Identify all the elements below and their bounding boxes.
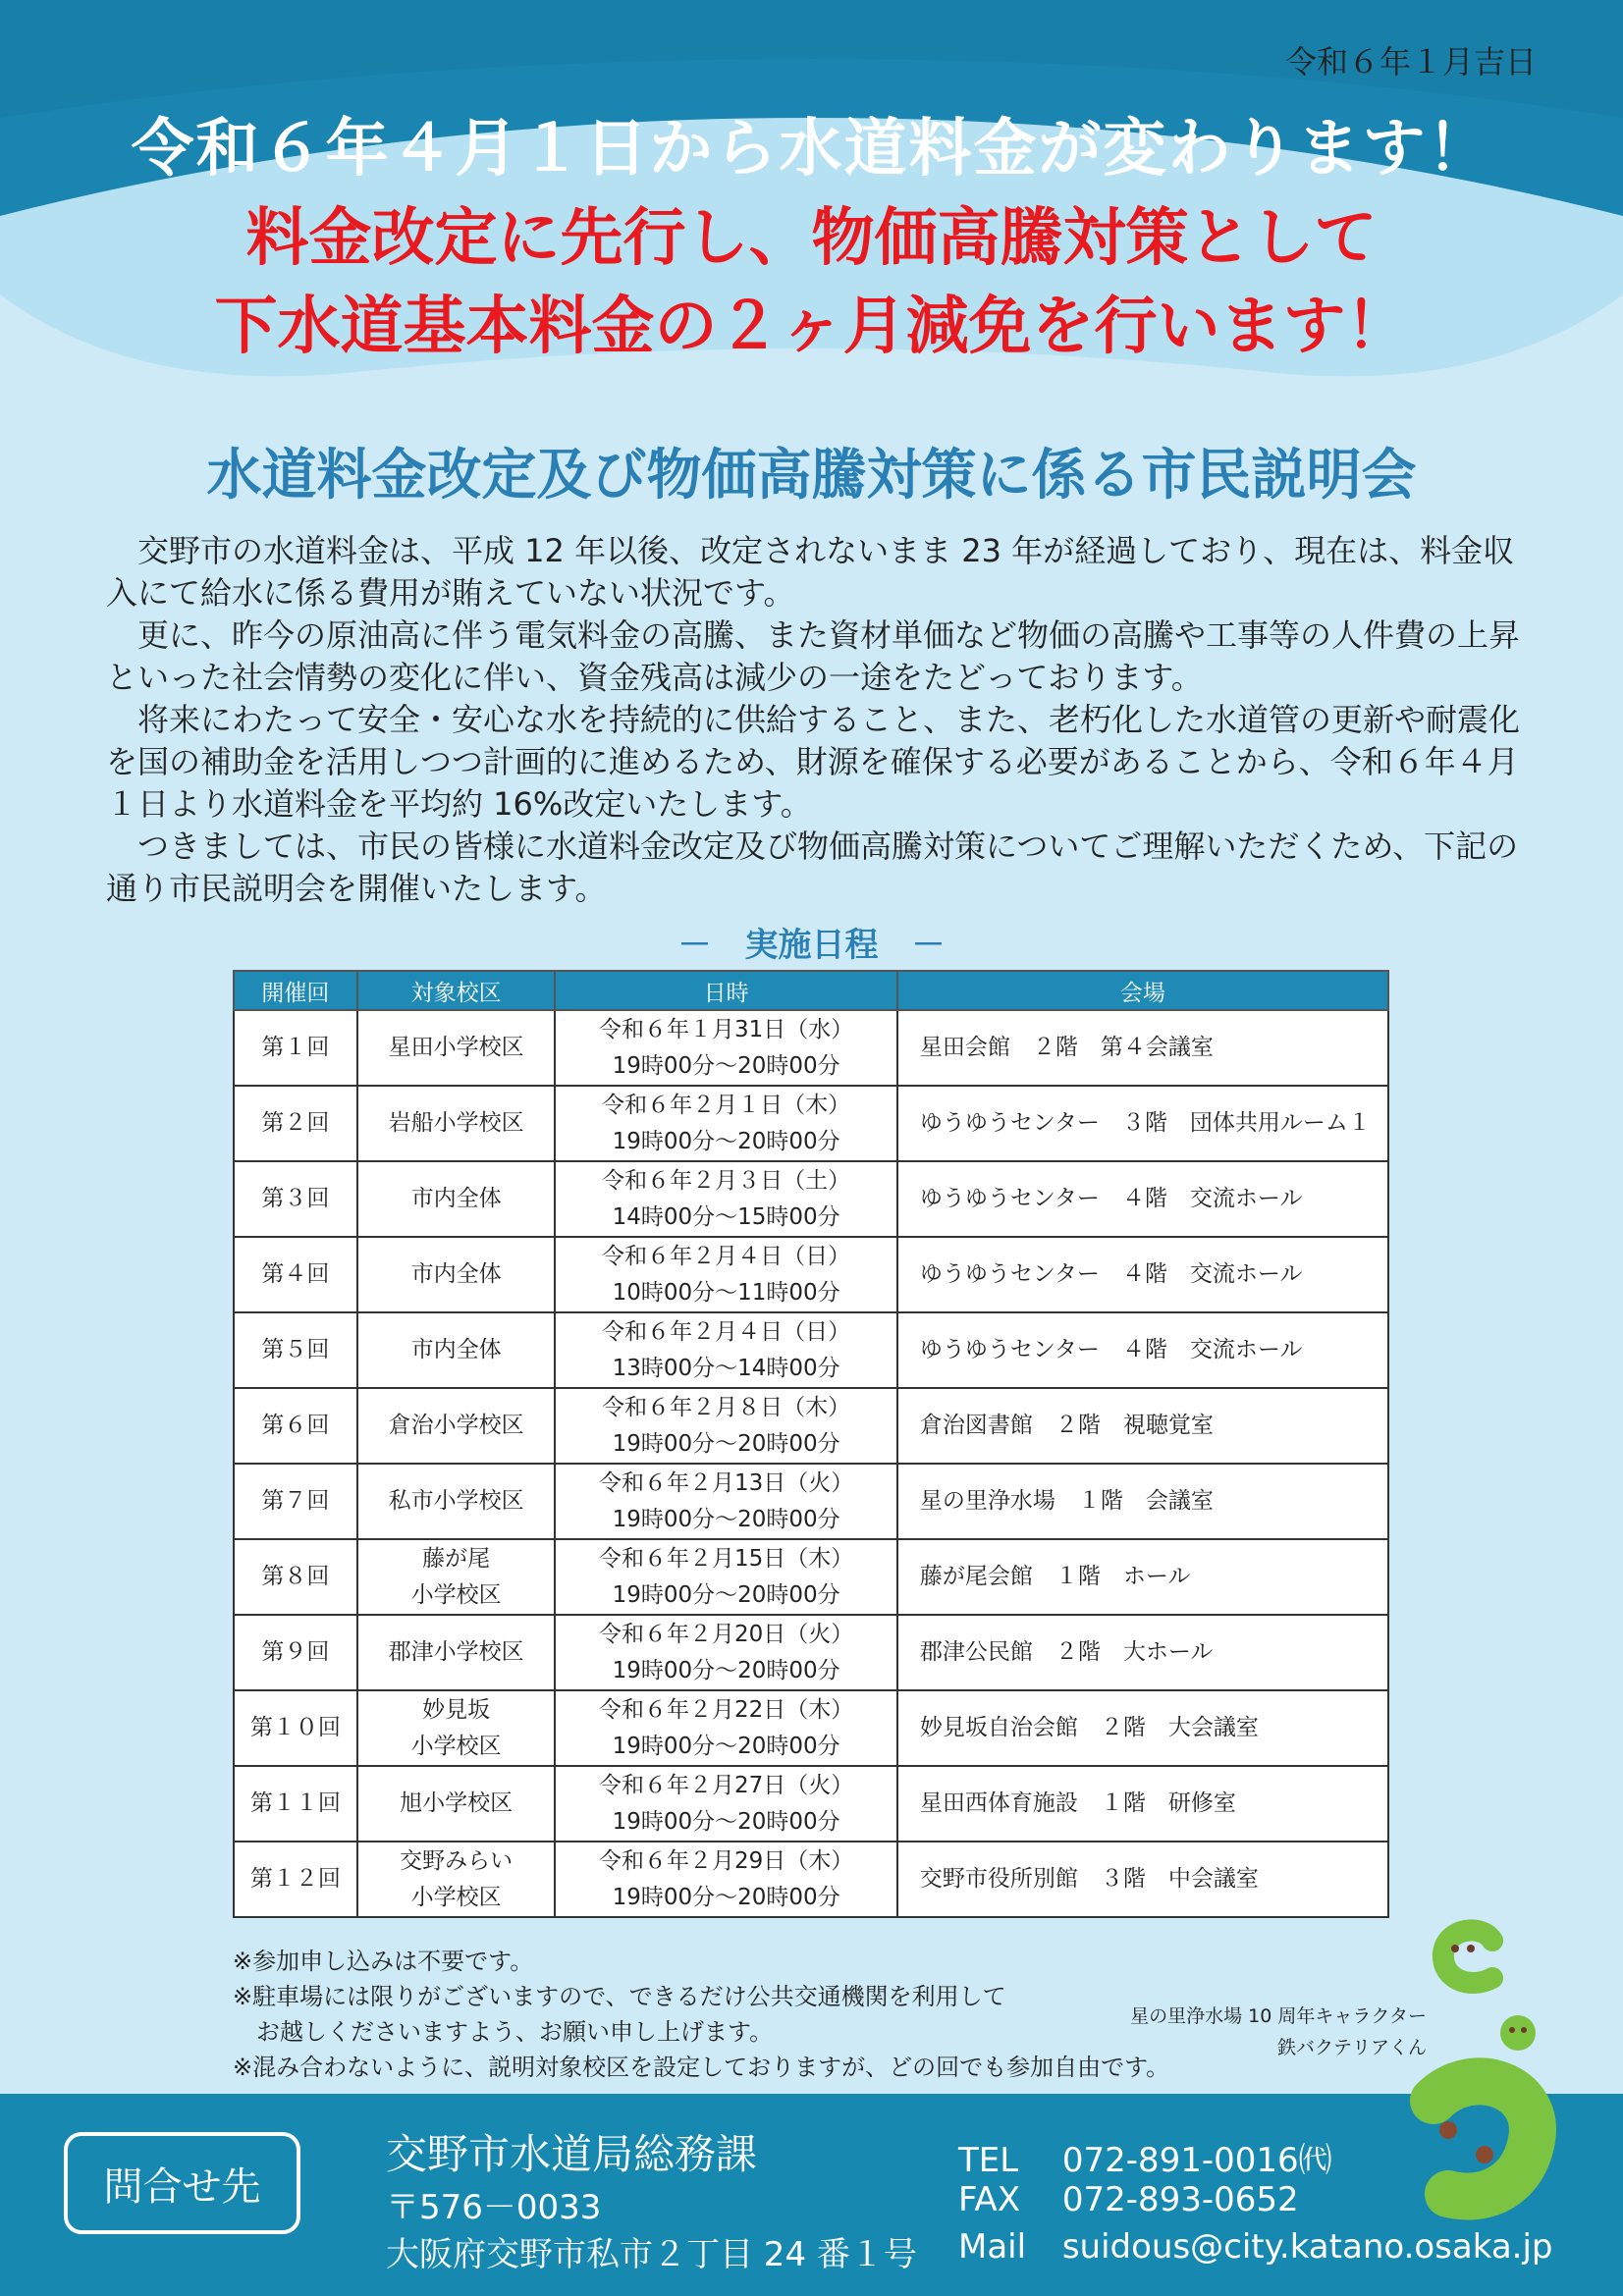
issue-date: 令和６年１月吉日: [1284, 43, 1537, 80]
venue-cell: [897, 1237, 1388, 1312]
paragraph: 交野市の水道料金は、平成 12 年以後、改定されないまま 23 年が経過しており、現在は、料金収入にて給水に係る費用が賄えていない状況です。: [106, 532, 1515, 612]
address: 大阪府交野市私市２丁目 24 番１号: [386, 2235, 917, 2274]
session-date: 令和６年２月27日（火）: [598, 1772, 854, 1798]
session-date: 令和６年２月20日（火）: [598, 1621, 854, 1647]
session-number-cell: [234, 1312, 357, 1388]
fax-row: [958, 2180, 1299, 2219]
session-time: 19時00分～20時00分: [612, 1128, 840, 1154]
bacteria-character-large-icon: [1394, 2056, 1561, 2223]
session-number: 第１２回: [249, 1866, 341, 1892]
venue-cell: [897, 1312, 1388, 1388]
school-district-cell: [357, 1690, 556, 1766]
school-district-cell: [357, 1464, 556, 1539]
session-time: 13時00分～14時00分: [612, 1355, 840, 1381]
table-row: [234, 1464, 1388, 1539]
datetime-cell: [555, 1539, 896, 1615]
session-date: 令和６年２月１日（木）: [602, 1092, 851, 1118]
venue-cell: [897, 1842, 1388, 1917]
venue-cell: [897, 1766, 1388, 1842]
paragraph: 更に、昨今の原油高に伴う電気料金の高騰、また資材単価など物価の高騰や工事等の人件費の上昇といった社会情勢の変化に伴い、資金残高は減少の一途をたどっております。: [106, 616, 1521, 696]
venue-cell: [897, 1464, 1388, 1539]
school-district: 交野みらい: [400, 1847, 514, 1874]
session-date: 令和６年２月15日（木）: [598, 1545, 854, 1572]
table-row: [234, 1388, 1388, 1464]
schedule-rows: [234, 1010, 1388, 1917]
school-district: 私市小学校区: [388, 1488, 524, 1514]
venue-cell: [897, 1615, 1388, 1690]
datetime-cell: [555, 1237, 896, 1312]
school-district: 星田小学校区: [388, 1035, 524, 1060]
postal-code: 〒576－0033: [386, 2188, 602, 2227]
school-district-cell: [357, 1312, 556, 1388]
tel-label: TEL: [958, 2141, 1019, 2180]
datetime-cell: [555, 1086, 896, 1161]
session-number-cell: [234, 1690, 357, 1766]
venue-name: 星の里浄水場 １階 会議室: [919, 1488, 1214, 1514]
session-time: 19時00分～20時00分: [612, 1884, 840, 1910]
session-number-cell: [234, 1539, 357, 1615]
sub-headline-line: 料金改定に先行し、物価高騰対策として: [245, 202, 1378, 275]
session-time: 19時00分～20時00分: [612, 1581, 840, 1608]
school-district-cell: [357, 1388, 556, 1464]
session-date: 令和６年２月22日（木）: [598, 1696, 854, 1723]
session-number: 第５回: [261, 1337, 330, 1362]
school-district: 小学校区: [410, 1581, 502, 1608]
session-time: 19時00分～20時00分: [612, 1506, 840, 1532]
venue-cell: [897, 1388, 1388, 1464]
bacteria-character-small-icon: [1432, 1919, 1510, 1998]
school-district: 旭小学校区: [400, 1790, 514, 1816]
school-district-cell: [357, 1010, 556, 1086]
column-header: 対象校区: [357, 971, 556, 1010]
datetime-cell: [555, 1010, 896, 1086]
mail-row: [958, 2227, 1553, 2267]
table-row: [234, 1312, 1388, 1388]
session-number: 第７回: [261, 1488, 330, 1514]
session-number-cell: [234, 1086, 357, 1161]
school-district: 小学校区: [410, 1884, 502, 1910]
table-row: [234, 1010, 1388, 1086]
school-district: 倉治小学校区: [388, 1413, 524, 1438]
school-district: 郡津小学校区: [388, 1639, 524, 1665]
session-number: 第３回: [261, 1186, 330, 1211]
school-district-cell: [357, 1766, 556, 1842]
school-district: 市内全体: [410, 1186, 502, 1211]
note-line: お越しくださいますよう、お願い申し上げます。: [233, 2018, 774, 2046]
session-number-cell: [234, 1010, 357, 1086]
tel-row: [958, 2133, 1332, 2181]
caption-line: 鉄バクテリアくん: [1276, 2037, 1427, 2058]
session-date: 令和６年２月29日（木）: [598, 1847, 854, 1874]
session-date: 令和６年２月13日（火）: [598, 1469, 854, 1496]
datetime-cell: [555, 1464, 896, 1539]
session-number: 第４回: [261, 1261, 330, 1287]
main-headline: 令和６年４月１日から水道料金が変わります！: [131, 113, 1492, 186]
school-district-cell: [357, 1615, 556, 1690]
session-time: 19時00分～20時00分: [612, 1733, 840, 1759]
column-header: 開催回: [234, 971, 357, 1010]
session-number: 第１１回: [249, 1790, 341, 1816]
datetime-cell: [555, 1766, 896, 1842]
contact-button[interactable]: 問合せ先: [64, 2132, 300, 2234]
school-district: 妙見坂: [422, 1696, 491, 1723]
note-line: ※混み合わないように、説明対象校区を設定しておりますが、どの回でも参加自由です。: [233, 2054, 1170, 2081]
school-district-cell: [357, 1086, 556, 1161]
venue-cell: [897, 1086, 1388, 1161]
table-row: [234, 1766, 1388, 1842]
school-district-cell: [357, 1539, 556, 1615]
school-district-cell: [357, 1161, 556, 1237]
venue-name: 郡津公民館 ２階 大ホール: [919, 1639, 1214, 1665]
datetime-cell: [555, 1842, 896, 1917]
notes: [233, 1944, 1169, 2085]
session-time: 19時00分～20時00分: [612, 1052, 840, 1079]
note-line: ※駐車場には限りがございますので、できるだけ公共交通機関を利用して: [233, 1983, 1006, 2010]
schedule-title: － 実施日程 －: [677, 926, 946, 965]
session-number-cell: [234, 1464, 357, 1539]
session-date: 令和６年２月４日（日）: [602, 1243, 851, 1269]
venue-name: ゆうゆうセンター ４階 交流ホール: [919, 1186, 1303, 1211]
venue-cell: [897, 1690, 1388, 1766]
table-row: [234, 1842, 1388, 1917]
school-district: 岩船小学校区: [388, 1110, 524, 1136]
column-header: 会場: [897, 971, 1388, 1010]
sub-headline-line: 下水道基本料金の２ヶ月減免を行います！: [214, 291, 1409, 363]
venue-name: 交野市役所別館 ３階 中会議室: [919, 1866, 1259, 1892]
session-time: 10時00分～11時00分: [612, 1279, 840, 1306]
caption-line: 星の里浄水場 10 周年キャラクター: [1130, 2005, 1427, 2027]
fax-number: 072-893-0652: [1061, 2180, 1299, 2219]
session-date: 令和６年２月４日（日）: [602, 1318, 851, 1345]
column-header: 日時: [555, 971, 896, 1010]
section-title: 水道料金改定及び物価高騰対策に係る市民説明会: [206, 444, 1417, 507]
datetime-cell: [555, 1388, 896, 1464]
venue-name: 星田会館 ２階 第４会議室: [919, 1035, 1214, 1060]
mail-label: Mail: [958, 2227, 1027, 2267]
school-district-cell: [357, 1237, 556, 1312]
datetime-cell: [555, 1615, 896, 1690]
session-number: 第２回: [261, 1110, 330, 1136]
session-number-cell: [234, 1388, 357, 1464]
paragraph: つきましては、市民の皆様に水道料金改定及び物価高騰対策についてご理解いただくため、下記の通り市民説明会を開催いたします。: [106, 828, 1519, 907]
datetime-cell: [555, 1690, 896, 1766]
school-district: 市内全体: [410, 1261, 502, 1287]
table-row: [234, 1615, 1388, 1690]
bacteria-character-tiny-icon: [1495, 2010, 1541, 2056]
datetime-cell: [555, 1161, 896, 1237]
school-district: 市内全体: [410, 1337, 502, 1362]
venue-name: 妙見坂自治会館 ２階 大会議室: [919, 1715, 1259, 1740]
session-number-cell: [234, 1842, 357, 1917]
datetime-cell: [555, 1312, 896, 1388]
session-time: 19時00分～20時00分: [612, 1657, 840, 1683]
school-district: 小学校区: [410, 1733, 502, 1759]
table-header-row: [234, 971, 1388, 1010]
department-name: 交野市水道局総務課: [386, 2130, 758, 2178]
session-date: 令和６年２月８日（木）: [602, 1394, 851, 1420]
session-date: 令和６年２月３日（土）: [602, 1167, 851, 1194]
intro-text: [106, 530, 1535, 910]
school-district-cell: [357, 1842, 556, 1917]
venue-name: 星田西体育施設 １階 研修室: [919, 1790, 1236, 1816]
session-number: 第６回: [261, 1413, 330, 1438]
school-district: 藤が尾: [422, 1545, 491, 1572]
session-number-cell: [234, 1161, 357, 1237]
session-time: 19時00分～20時00分: [612, 1808, 840, 1835]
venue-name: 藤が尾会館 １階 ホール: [919, 1564, 1191, 1589]
mail-address[interactable]: suidous@city.katano.osaka.jp: [1061, 2227, 1553, 2267]
venue-cell: [897, 1010, 1388, 1086]
venue-cell: [897, 1161, 1388, 1237]
session-number: 第１回: [261, 1035, 330, 1060]
session-time: 14時00分～15時00分: [612, 1203, 840, 1230]
table-row: [234, 1237, 1388, 1312]
note-line: ※参加申し込みは不要です。: [233, 1948, 534, 1975]
session-number: 第１０回: [249, 1715, 341, 1740]
session-number-cell: [234, 1615, 357, 1690]
venue-name: ゆうゆうセンター ４階 交流ホール: [919, 1337, 1303, 1362]
table-row: [234, 1690, 1388, 1766]
sub-headline: [0, 194, 1623, 371]
venue-name: 倉治図書館 ２階 視聴覚室: [919, 1413, 1214, 1438]
paragraph: 将来にわたって安全・安心な水を持続的に供給すること、また、老朽化した水道管の更新や耐震化を国の補助金を活用しつつ計画的に進めるため、財源を確保する必要があることから、令和６年４月１日より水道料金を平均約 16%改定いたします。: [106, 701, 1521, 823]
session-number: 第８回: [261, 1564, 330, 1589]
session-number-cell: [234, 1237, 357, 1312]
session-date: 令和６年１月31日（水）: [598, 1016, 854, 1042]
session-number: 第９回: [261, 1639, 330, 1665]
session-number-cell: [234, 1766, 357, 1842]
table-row: [234, 1539, 1388, 1615]
session-time: 19時00分～20時00分: [612, 1430, 840, 1457]
tel-number[interactable]: 072-891-0016㈹: [1061, 2141, 1332, 2180]
venue-name: ゆうゆうセンター ４階 交流ホール: [919, 1261, 1303, 1287]
character-caption: [1130, 2001, 1427, 2063]
schedule-table: [233, 970, 1389, 1918]
venue-cell: [897, 1539, 1388, 1615]
venue-name: ゆうゆうセンター ３階 団体共用ルーム１: [919, 1110, 1371, 1136]
table-row: [234, 1086, 1388, 1161]
table-row: [234, 1161, 1388, 1237]
fax-label: FAX: [958, 2180, 1020, 2219]
